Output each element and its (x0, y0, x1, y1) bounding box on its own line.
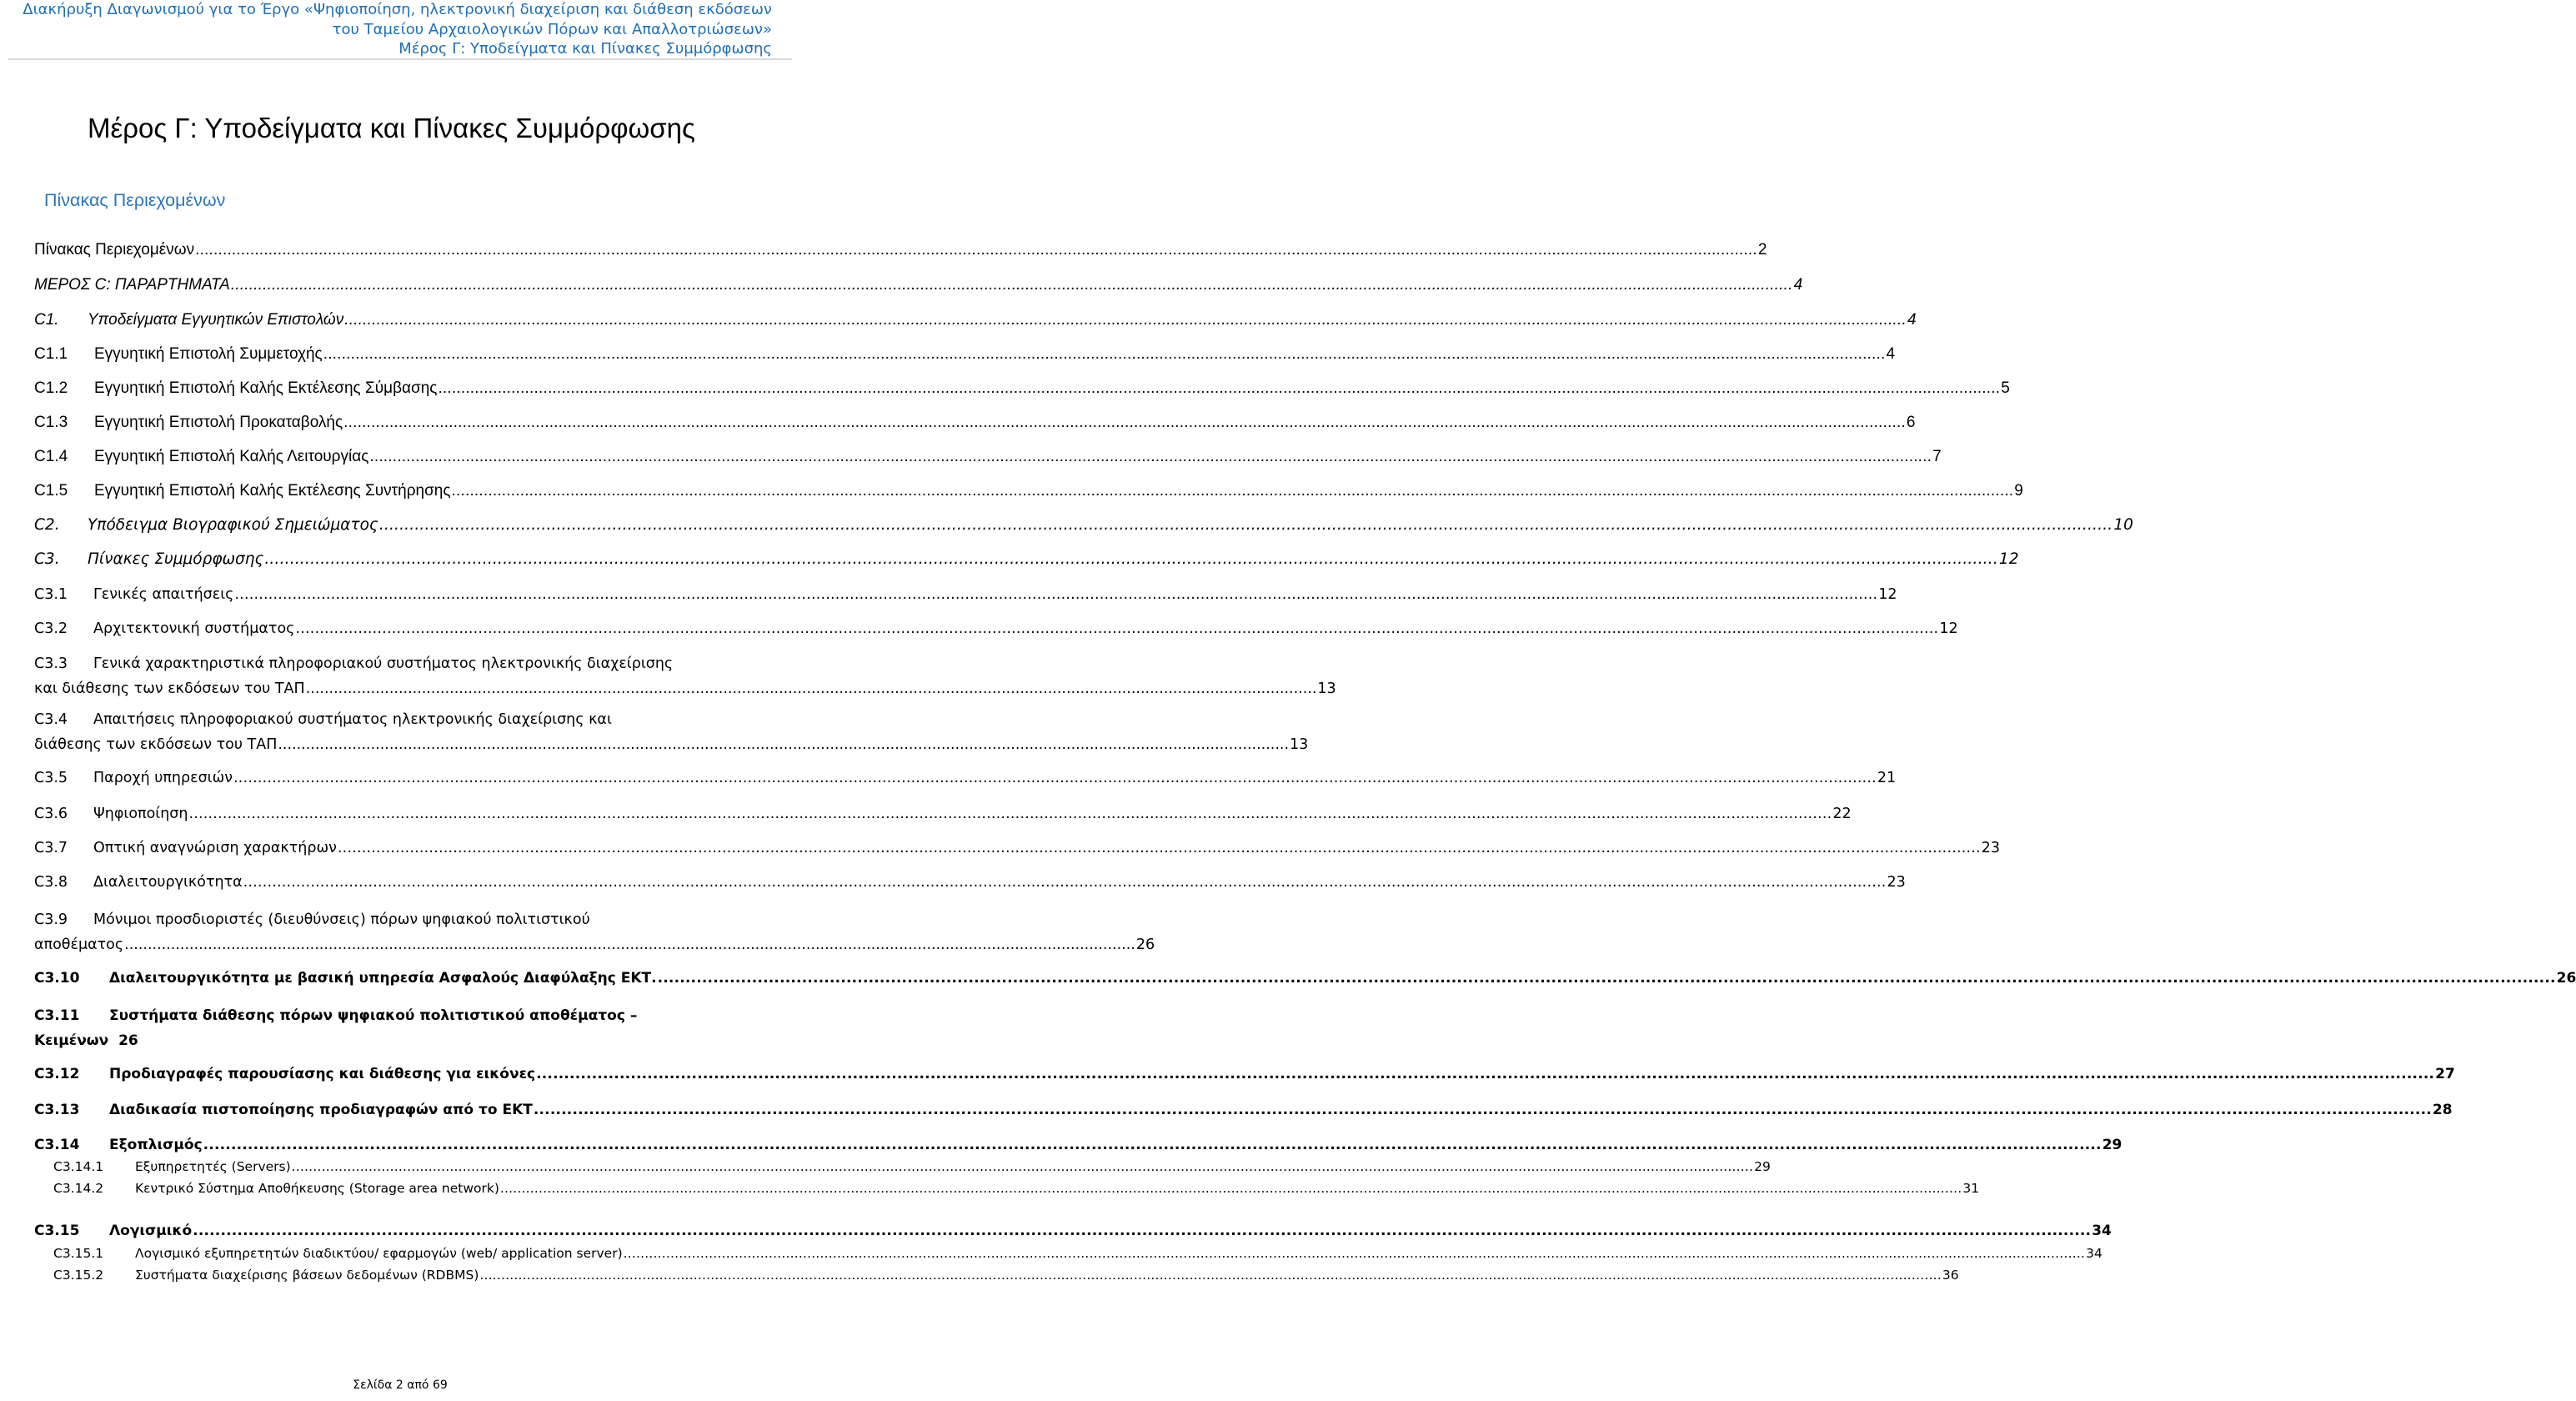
toc-entry-text-continued: αποθέματος (34, 937, 124, 953)
toc-entry-number: C3.4 (34, 711, 68, 728)
toc-entry-page: 13 (1317, 680, 1336, 697)
toc-entry-text: Εγγυητική Επιστολή Καλής Λειτουργίας (94, 448, 369, 465)
header-line-3: Μέρος Γ: Υποδείγματα και Πίνακες Συμμόρφωσης (398, 40, 772, 58)
toc-entry-page: 12 (1878, 586, 1897, 603)
toc-entry[interactable] (34, 1132, 2122, 1158)
toc-entry-text: Διαλειτουργικότητα με βασική υπηρεσία Ασφαλούς Διαφύλαξης ΕΚΤ. (109, 970, 657, 987)
toc-leader (379, 512, 2113, 539)
toc-entry[interactable] (34, 444, 1942, 470)
toc-entry-page: 7 (1932, 448, 1942, 465)
toc-entry-number: C3.15.2 (53, 1268, 104, 1283)
toc-leader (295, 615, 1938, 642)
toc-entry-number: C3.9 (34, 911, 68, 928)
toc-entry[interactable] (34, 651, 1336, 701)
toc-entry[interactable] (34, 965, 2576, 992)
toc-leader (452, 478, 2014, 505)
toc-entry-number: C3.2 (34, 620, 68, 637)
toc-leader (536, 1061, 2434, 1087)
toc-entry[interactable] (34, 1003, 734, 1053)
toc-leader (264, 546, 1998, 573)
toc-entry[interactable] (34, 707, 1309, 757)
toc-entry-text: Εγγυητική Επιστολή Καλής Εκτέλεσης Συντήρησης (94, 482, 451, 500)
toc-entry-page: 21 (1877, 770, 1897, 786)
toc-leader (188, 801, 1832, 827)
toc-heading: Πίνακας Περιεχομένων (44, 190, 226, 210)
toc-entry-number: C3.14.2 (53, 1181, 104, 1196)
running-header (0, 0, 800, 58)
toc-leader (343, 409, 1906, 436)
toc-entry-number: C3.3 (34, 655, 68, 672)
toc-leader (231, 272, 1793, 299)
toc-entry-number: C3.14.1 (53, 1159, 104, 1174)
toc-entry-text: Ψηφιοποίηση (93, 806, 188, 822)
toc-entry-text: Εγγυητική Επιστολή Καλής Εκτέλεσης Σύμβασης (94, 379, 438, 397)
toc-entry-text: Κεντρικό Σύστημα Αποθήκευσης (Storage area network) (135, 1181, 499, 1196)
toc-entry-text: Συστήματα διαχείρισης βάσεων δεδομένων (RDBMS) (135, 1268, 479, 1283)
toc-entry-text: Γενικά χαρακτηριστικά πληροφοριακού συστήματος ηλεκτρονικής διαχείρισης (93, 655, 674, 672)
toc-entry-number: C3.10 (34, 970, 80, 987)
toc-entry-page: 4 (1907, 311, 1917, 329)
toc-entry-page: 28 (2432, 1102, 2453, 1118)
toc-entry-page: 4 (1793, 276, 1803, 294)
page-title: Μέρος Γ: Υποδείγματα και Πίνακες Συμμόρφωσης (88, 113, 695, 143)
toc-leader (500, 1178, 1962, 1199)
header-line-2: του Ταμείου Αρχαιολογικών Πόρων και Απαλλοτριώσεων» (332, 20, 772, 38)
header-divider (8, 58, 792, 60)
toc-entry-page: 22 (1832, 806, 1852, 822)
toc-entry[interactable] (34, 237, 1767, 264)
header-line-1: Διακήρυξη Διαγωνισμού για το Έργο «Ψηφιοποίηση, ηλεκτρονική διαχείριση και διάθεση εκδόσεων (23, 1, 772, 18)
toc-entry-text-continued: διάθεσης των εκδόσεων του ΤΑΠ (34, 736, 278, 753)
toc-leader: .......................................................................................................................................................................................................................... (124, 937, 1135, 953)
toc-entry-number: C1.3 (34, 414, 68, 431)
toc-entry[interactable] (34, 907, 1155, 957)
toc-leader: .......................................................................................................................................................................................................................... (278, 736, 1290, 753)
toc-entry-number: C3.6 (34, 806, 68, 822)
toc-entry-text: Λογισμικό εξυπηρετητών διαδικτύου/ εφαρμογών (web/ application server) (135, 1246, 623, 1261)
toc-entry-number: C3.8 (34, 874, 68, 891)
toc-entry[interactable] (34, 341, 1896, 368)
toc-entry[interactable] (34, 1218, 2112, 1244)
toc-entry-page: 23 (1981, 840, 2001, 856)
toc-entry-page: 12 (1998, 550, 2019, 568)
toc-entry-text: Υπόδειγμα Βιογραφικού Σημειώματος (88, 516, 378, 534)
toc-leader (323, 341, 1886, 368)
toc-leader (233, 765, 1877, 791)
toc-entry-text: Λογισμικό (109, 1223, 193, 1239)
toc-entry-text: Μόνιμοι προσδιοριστές (διευθύνσεις) πόρων ψηφιακού πολιτιστικού (93, 911, 590, 928)
toc-entry[interactable] (34, 869, 1906, 896)
toc-leader (234, 581, 1877, 608)
toc-entry[interactable] (34, 375, 2010, 402)
toc-entry-number: C3.11 (34, 1007, 80, 1024)
toc-entry[interactable] (53, 1264, 1959, 1286)
toc-entry-number: C3.15 (34, 1223, 80, 1239)
toc-entry-number: C3.13 (34, 1102, 80, 1118)
toc-entry[interactable] (34, 765, 1897, 791)
toc-entry-text: Εξυπηρετητές (Servers) (135, 1159, 291, 1174)
toc-entry-text: Εγγυητική Επιστολή Προκαταβολής (94, 414, 343, 431)
toc-entry-page: 5 (2001, 379, 2010, 397)
toc-entry[interactable] (34, 1061, 2455, 1087)
toc-entry-page: 29 (2102, 1137, 2122, 1153)
toc-entry-text: Πίνακες Συμμόρφωσης (88, 550, 264, 568)
toc-leader (195, 237, 1757, 264)
toc-entry-page: 12 (1939, 620, 1958, 637)
toc-entry-text: ΜΕΡΟΣ C: ΠΑΡΑΡΤΗΜΑΤΑ (34, 276, 230, 294)
toc-entry[interactable] (53, 1156, 1771, 1178)
toc-leader (624, 1243, 2085, 1264)
toc-entry-text: Οπτική αναγνώριση χαρακτήρων (93, 840, 337, 856)
toc-entry-number: C1.4 (34, 448, 68, 465)
toc-entry-number: C3.14 (34, 1137, 80, 1153)
toc-entry-page: 34 (2086, 1246, 2102, 1261)
toc-entry-page: 10 (2113, 516, 2133, 534)
toc-leader (344, 307, 1907, 334)
toc-leader (243, 869, 1887, 896)
toc-entry-page: 9 (2014, 482, 2023, 500)
toc-entry-number: C3. (34, 550, 60, 568)
toc-entry-text: Απαιτήσεις πληροφοριακού συστήματος ηλεκτρονικής διαχείρισης και (93, 711, 612, 728)
toc-entry-number: C3.15.1 (53, 1246, 104, 1261)
toc-leader (193, 1218, 2091, 1244)
toc-entry-text: Διαλειτουργικότητα (93, 874, 243, 891)
toc-entry[interactable] (34, 581, 1897, 608)
toc-entry-number: C1.2 (34, 379, 68, 397)
toc-leader (438, 375, 2000, 402)
toc-entry-number: C1. (34, 311, 59, 329)
toc-leader (479, 1264, 1941, 1286)
toc-entry-text-continued: και διάθεσης των εκδόσεων του ΤΑΠ (34, 680, 305, 697)
toc-entry[interactable] (34, 409, 1916, 436)
toc-entry-text: Διαδικασία πιστοποίησης προδιαγραφών από το ΕΚΤ (109, 1102, 533, 1118)
page-footer: Σελίδα 2 από 69 (353, 1378, 448, 1392)
toc-entry[interactable] (34, 835, 2001, 861)
toc-leader (369, 444, 1932, 470)
toc-entry-page: 27 (2435, 1066, 2455, 1082)
toc-entry-number: C3.12 (34, 1066, 80, 1082)
toc-entry-page: 29 (1754, 1159, 1771, 1174)
toc-entry[interactable] (34, 272, 1803, 299)
toc-entry-text-continued: Κειμένων (34, 1032, 109, 1049)
toc-entry[interactable] (53, 1178, 1980, 1199)
toc-entry-page: 13 (1290, 736, 1309, 753)
toc-entry-number: C1.1 (34, 345, 68, 363)
toc-entry-page: 26 (2556, 970, 2576, 987)
toc-entry-text: Υποδείγματα Εγγυητικών Επιστολών (88, 311, 344, 329)
toc-entry[interactable] (34, 546, 2019, 573)
toc-leader (658, 965, 2556, 992)
toc-entry-text: Προδιαγραφές παρουσίασης και διάθεσης για εικόνες (109, 1066, 536, 1082)
toc-entry-page: 26 (1135, 937, 1155, 953)
toc-entry-text: Γενικές απαιτήσεις (93, 586, 234, 603)
toc-entry[interactable] (34, 615, 1958, 642)
toc-entry-page: 36 (1942, 1268, 1959, 1283)
toc-entry[interactable] (34, 307, 1917, 334)
toc-entry-text: Πίνακας Περιεχομένων (34, 241, 195, 259)
toc-entry-page: 23 (1887, 874, 1906, 891)
toc-leader (534, 1097, 2432, 1123)
toc-entry-page: 34 (2092, 1223, 2112, 1239)
toc-entry-number: C1.5 (34, 482, 68, 500)
toc-entry-number: C3.7 (34, 840, 68, 856)
toc-leader (203, 1132, 2102, 1158)
toc-entry-number: C3.5 (34, 770, 68, 786)
toc-entry-page: 26 (118, 1032, 138, 1049)
toc-entry-text: Εξοπλισμός (109, 1137, 203, 1153)
toc-leader: .......................................................................................................................................................................................................................... (305, 680, 1317, 697)
toc-entry-page: 31 (1962, 1181, 1980, 1196)
toc-entry[interactable] (34, 1097, 2453, 1123)
toc-entry-number: C2. (34, 516, 60, 534)
toc-entry-text: Παροχή υπηρεσιών (93, 770, 233, 786)
toc-leader (338, 835, 1981, 861)
toc-entry[interactable] (34, 478, 2023, 505)
toc-leader (292, 1156, 1753, 1178)
toc-entry-text: Αρχιτεκτονική συστήματος (93, 620, 295, 637)
toc-entry-page: 6 (1906, 414, 1916, 431)
toc-entry-text: Συστήματα διάθεσης πόρων ψηφιακού πολιτιστικού αποθέματος – (109, 1007, 638, 1024)
toc-entry-number: C3.1 (34, 586, 68, 603)
toc-entry-page: 4 (1886, 345, 1896, 363)
toc-entry[interactable] (34, 801, 1852, 827)
toc-entry[interactable] (53, 1243, 2102, 1264)
toc-entry-text: Εγγυητική Επιστολή Συμμετοχής (94, 345, 323, 363)
toc-entry-page: 2 (1757, 241, 1767, 259)
toc-entry[interactable] (34, 512, 2133, 539)
